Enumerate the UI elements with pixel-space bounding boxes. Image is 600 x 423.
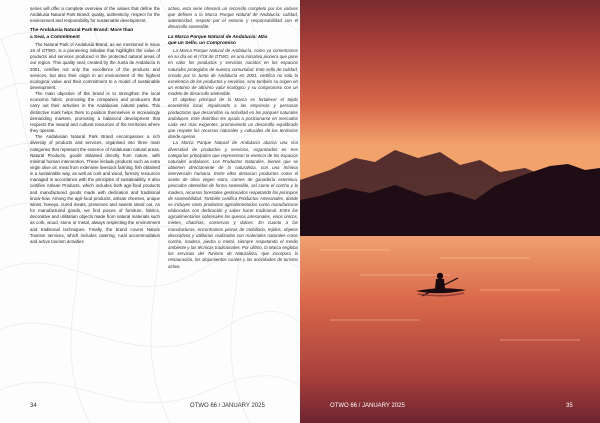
english-intro-paragraph: series will offer a complete overview of the values that define the Andalusia Natural Park Brand: quality, authenticity, respect for the environment and responsibility for sustainable development. (30, 6, 160, 24)
right-page-number: 35 (566, 403, 573, 409)
english-text-column (30, 6, 160, 245)
spanish-heading-line1: La Marca Parque Natural de Andalucía: Más (168, 34, 268, 40)
spanish-paragraph-3: La Marca Parque Natural de Andalucía abarca una rica diversidad de productos y servicios, organizados en tres categorías principales que representan la esencia de los espacios naturales andaluces. Los Productos Naturales, bienes que se obtienen directamente de la naturaleza, con una mínima intervención humana. Entre ellos destacan productos como el aceite de oliva virgen extra, carnes de ganadería extensiva, pescados obtenidos de forma sostenible, así como el corcho y la madera, recursos forestales gestionados respetando los principios de sostenibilidad. También certifica Productos Artesanales, donde se incluyen tanto productos agroalimentarios como manufacturas elaboradas con dedicación y saber hacer tradicional. Entre los agroalimentarios sobresalen los quesos artesanales, vinos únicos, mieles, chacinas, conservas y dulces. En cuanto a las manufacturas, encontramos piezas de mobiliario, tejidos, objetos decorativos y utilitarios realizados con materiales naturales como corcho, madera, piedra o metal, siempre respetando el medio ambiente y las técnicas tradicionales. Por último, la Marca engloba los servicios del Turismo de Naturaleza, que incorpora la restauración, los alojamientos rurales y las actividades de turismo activo. (168, 140, 298, 269)
english-paragraph-3: The Andalusian Natural Park Brand encompasses a rich diversity of products and services, organised into three main categories that represent the essence of Andalusian natural areas. Natural Products, goods obtained directly from nature, with minimal human intervention. These include products such as extra virgin olive oil, meat from extensive livestock farming, fish obtained in a sustainable way, as well as cork and wood, forestry resources managed in accordance with the principles of sustainability. It also certifies Artisan Products, which includes both agri-food products and manufactured goods made with dedication and traditional know-how. Among the agri-food products, artisan cheeses, unique wines, honeys, cured meats, preserves and sweets stand out. As for manufactured goods, we find pieces of furniture, fabrics, decorative and utilitarian objects made from natural materials such as cork, wood, stone or metal, always respecting the environment and traditional techniques. Finally, the brand covers Nature Tourism services, which includes catering, rural accommodation and active tourism activities (30, 134, 160, 244)
spanish-intro-paragraph: activo, esta serie ofrecerá un recorrido completo por los valores que definen a la Marca Parque Natural de Andalucía: calidad, autenticidad, respeto por el entorno y responsabilidad con el desarrollo sostenible. (168, 6, 298, 30)
spanish-heading-line2: que un Sello, un Compromiso (168, 40, 236, 46)
english-heading-line1: The Andalusia Natural Park Brand: More than (30, 28, 134, 34)
english-paragraph-1: The Natural Park of Andalusia Brand, as we mentioned in issue 18 of OTWO, is a pioneering initiative that highlights the value of products and services produced in the protected natural areas of our region. This quality seal, created by the Junta de Andalucía in 2001, certifies not only the excellence of the products and services, but also their origin in an environment of the highest ecological value and their commitment to a model of sustainable development. (30, 41, 160, 90)
left-page-number: 34 (30, 403, 37, 409)
right-page (300, 0, 600, 423)
spanish-paragraph-1: La Marca Parque Natural de Andalucía, como ya comentamos en su día en el nº18 de OTWO, es una iniciativa pionera que pone en valor los productos y servicios nacidos en los espacios naturales protegidos de nuestra comunidad. Este sello de calidad, creado por la Junta de Andalucía en 2001, certifica no solo la excelencia de los productos y servicios, sino también su origen en un entorno de altísimo valor ecológico y su compromiso con un modelo de desarrollo sostenible. (168, 48, 298, 97)
spanish-text-column (168, 6, 298, 270)
lake-water (300, 236, 600, 423)
left-magazine-footer: OTWO 66 / JANUARY 2025 (190, 403, 265, 409)
english-section-heading (30, 28, 160, 40)
spanish-paragraph-2: El objetivo principal de la Marca es fortalecer el tejido económico local, impulsando a las empresas y personas productoras que desarrollan su actividad en los parques naturales andaluces. Este distintivo les ayuda a posicionarse en mercados cada vez más exigentes, promoviendo un desarrollo equilibrado que respete los recursos naturales y culturales de los territorios donde operan. (168, 97, 298, 140)
spanish-section-heading (168, 35, 298, 47)
english-heading-line2: a Seal, a Commitment (30, 34, 80, 40)
right-magazine-footer: OTWO 66 / JANUARY 2025 (330, 403, 405, 409)
english-paragraph-2: The main objective of the brand is to strengthen the local economic fabric, promoting the companies and producers that carry out their activities in the Andalusian natural parks. This distinctive mark helps them to position themselves in increasingly demanding markets, promoting a balanced development that respects the natural and cultural resources of the territories where they operate. (30, 91, 160, 134)
sunset-lake-photo (300, 0, 600, 423)
